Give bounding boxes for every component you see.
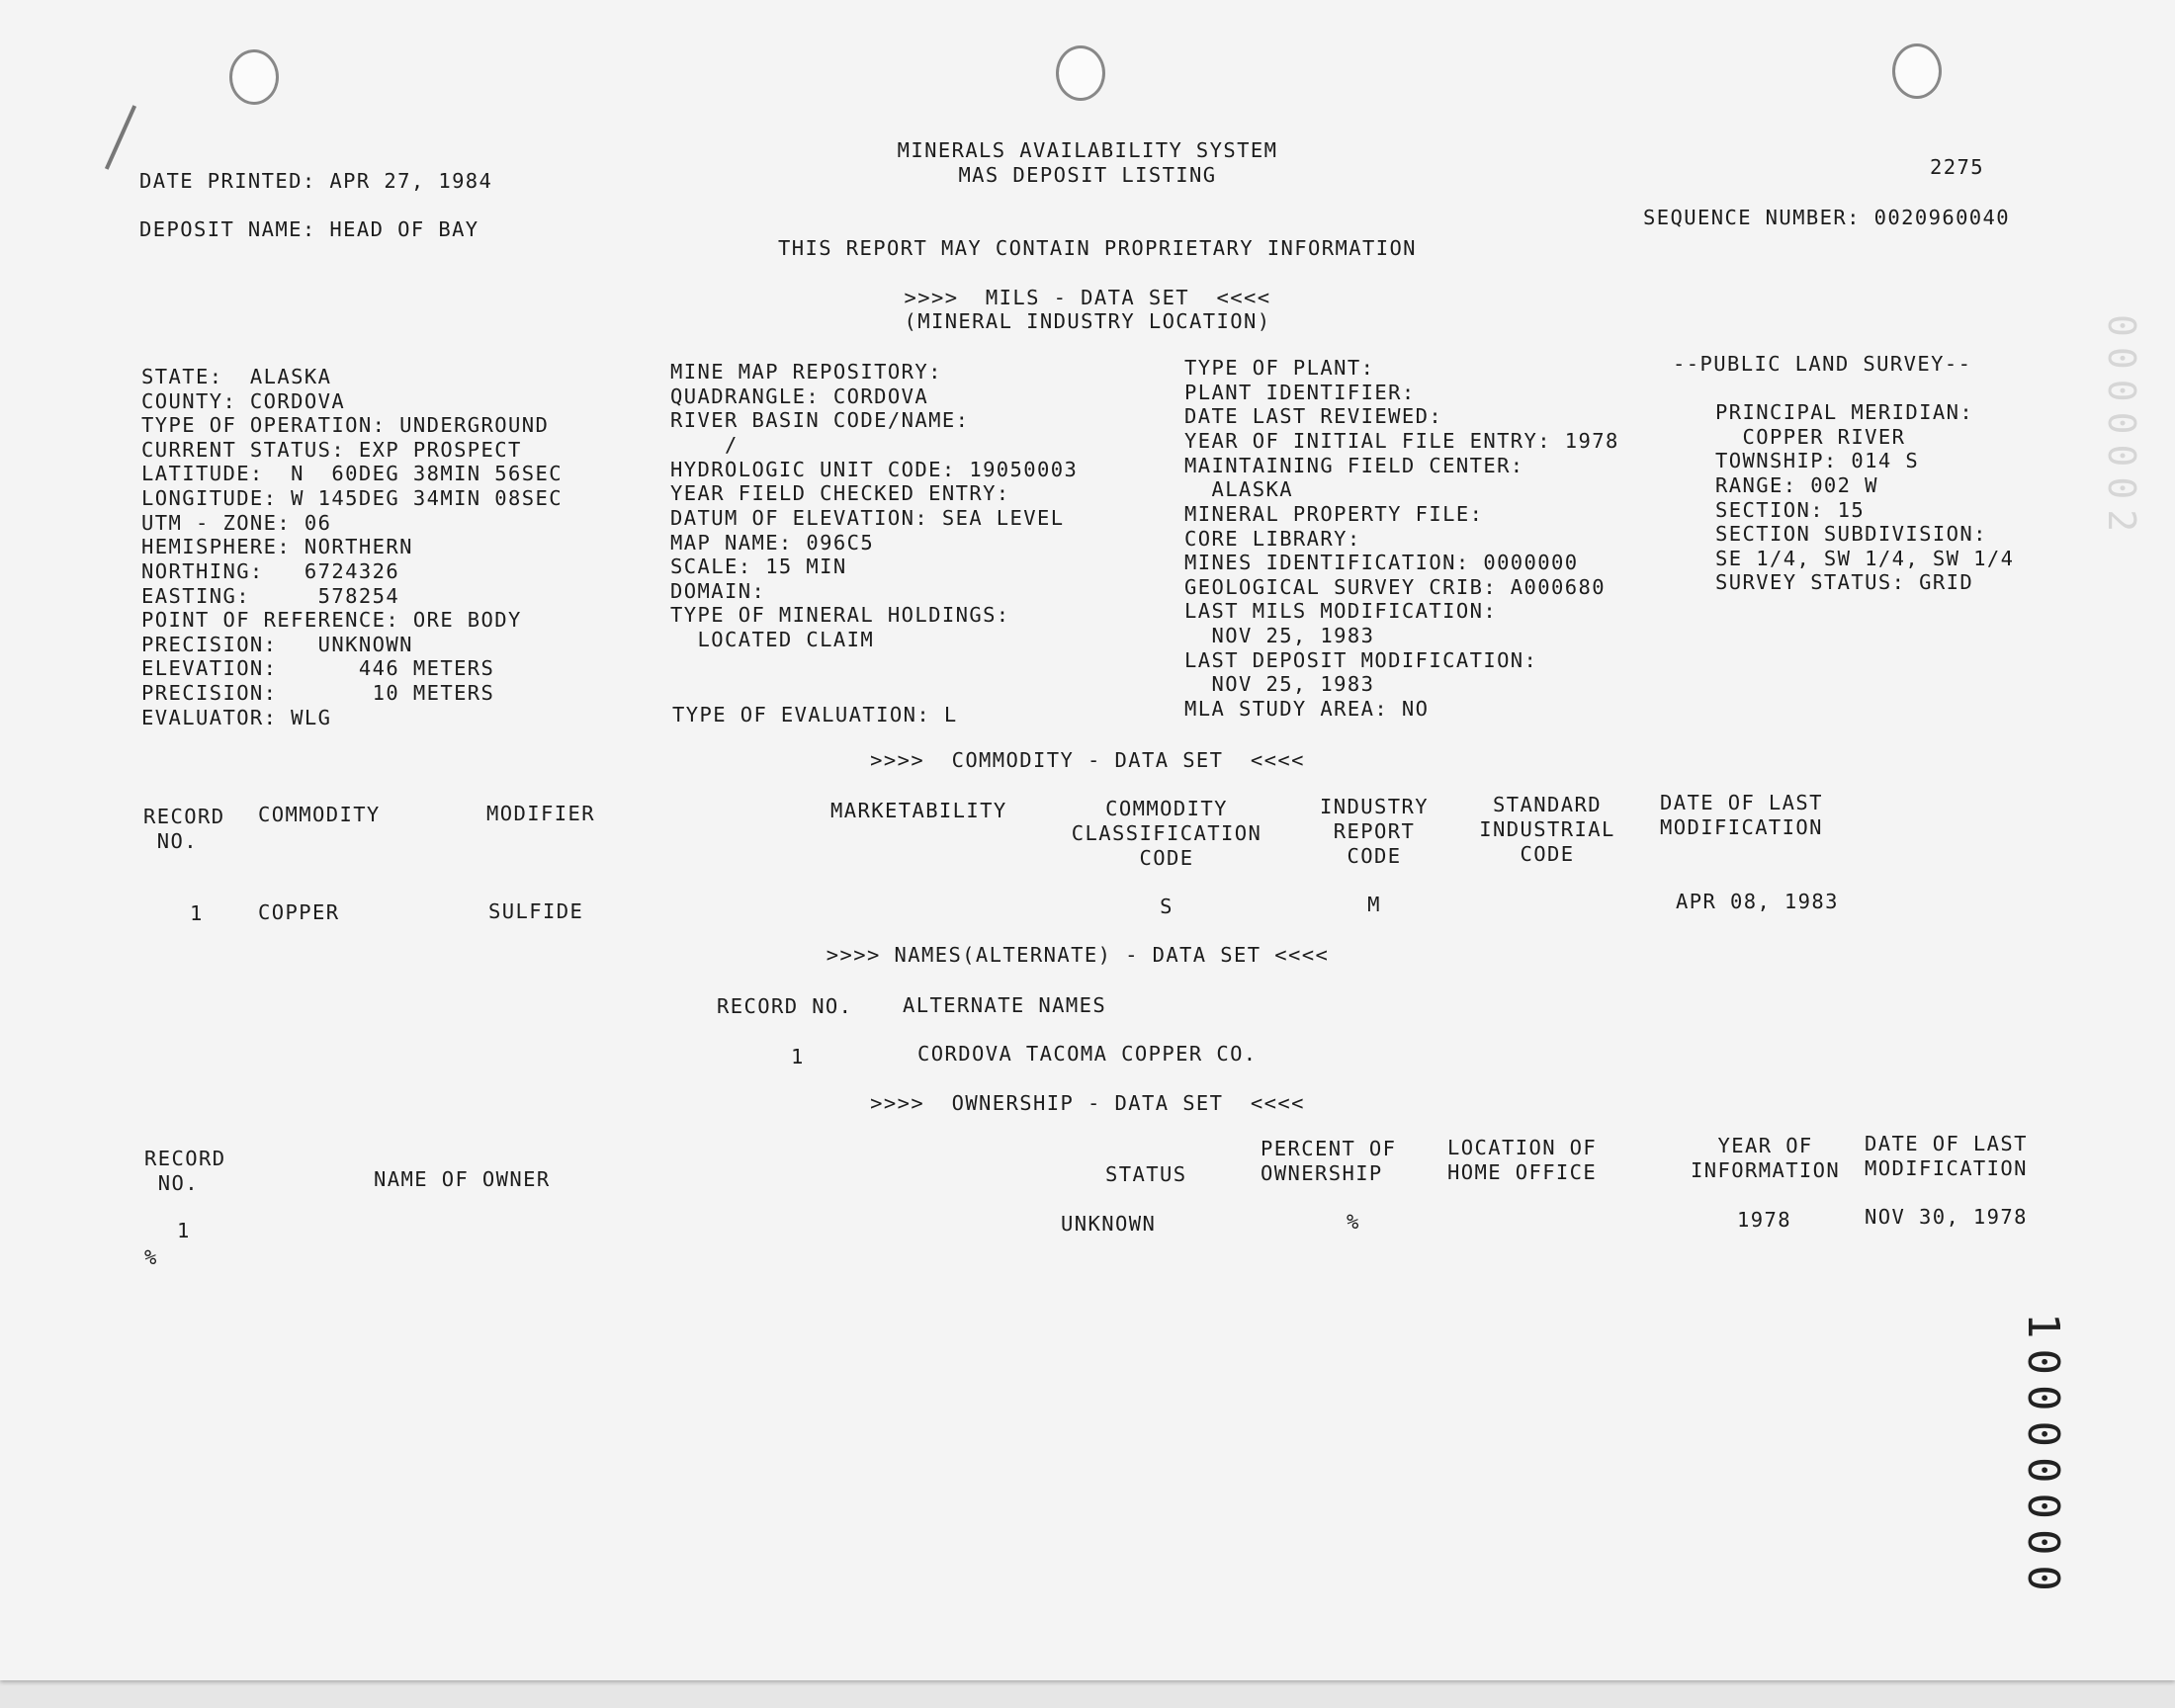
proprietary-notice: THIS REPORT MAY CONTAIN PROPRIETARY INFORMATION: [778, 236, 1417, 260]
datum-elevation-field: DATUM OF ELEVATION: SEA LEVEL: [670, 506, 1065, 530]
year-field-checked-field: YEAR FIELD CHECKED ENTRY:: [670, 481, 1010, 505]
utm-zone-field: UTM - ZONE: 06: [141, 511, 332, 535]
ownership-percent: %: [1347, 1210, 1360, 1234]
mils-subheading: (MINERAL INDUSTRY LOCATION): [904, 309, 1271, 333]
date-printed: DATE PRINTED: APR 27, 1984: [139, 169, 493, 193]
core-library-field: CORE LIBRARY:: [1184, 527, 1361, 551]
domain-field: DOMAIN:: [670, 579, 766, 603]
commodity-header-modifier: MODIFIER: [486, 802, 595, 825]
quadrangle-field: QUADRANGLE: CORDOVA: [670, 384, 929, 408]
pencil-mark: [105, 105, 136, 170]
mla-study-area-field: MLA STUDY AREA: NO: [1184, 697, 1430, 721]
punch-hole-right: [1892, 43, 1942, 99]
ownership-header-year: YEAR OF INFORMATION: [1691, 1134, 1841, 1182]
commodity-industry-code: M: [1367, 893, 1381, 916]
hydrologic-unit-field: HYDROLOGIC UNIT CODE: 19050003: [670, 458, 1079, 481]
operation-type-field: TYPE OF OPERATION: UNDERGROUND: [141, 413, 550, 437]
elevation-field: ELEVATION: 446 METERS: [141, 656, 495, 680]
section-subdivision-value: SE 1/4, SW 1/4, SW 1/4: [1715, 547, 2015, 570]
northing-field: NORTHING: 6724326: [141, 559, 400, 583]
names-heading: >>>> NAMES(ALTERNATE) - DATA SET <<<<: [826, 943, 1330, 967]
names-header-alternate: ALTERNATE NAMES: [903, 993, 1107, 1017]
mineral-holdings-value: LOCATED CLAIM: [670, 628, 875, 651]
names-record-no: 1: [791, 1045, 805, 1068]
initial-file-entry-field: YEAR OF INITIAL FILE ENTRY: 1978: [1184, 429, 1619, 453]
precision-field: PRECISION: UNKNOWN: [141, 633, 413, 656]
ownership-year: 1978: [1737, 1208, 1791, 1232]
punch-hole-center: [1056, 45, 1105, 101]
longitude-field: LONGITUDE: W 145DEG 34MIN 08SEC: [141, 486, 564, 510]
mineral-holdings-field: TYPE OF MINERAL HOLDINGS:: [670, 603, 1010, 627]
ownership-heading: >>>> OWNERSHIP - DATA SET <<<<: [870, 1091, 1305, 1115]
last-mils-modification-field: LAST MILS MODIFICATION:: [1184, 599, 1498, 623]
ownership-header-owner: NAME OF OWNER: [374, 1167, 551, 1191]
state-field: STATE: ALASKA: [141, 365, 332, 388]
commodity-name: COPPER: [258, 900, 340, 924]
elevation-precision-field: PRECISION: 10 METERS: [141, 681, 495, 705]
ownership-record-no: 1: [177, 1219, 191, 1242]
river-basin-value: /: [670, 433, 739, 457]
commodity-header-classification: COMMODITY CLASSIFICATION CODE: [1071, 797, 1262, 870]
ownership-status: UNKNOWN: [1061, 1212, 1157, 1236]
sequence-number: SEQUENCE NUMBER: 0020960040: [1643, 206, 2011, 229]
survey-crib-field: GEOLOGICAL SURVEY CRIB: A000680: [1184, 575, 1607, 599]
plant-type-field: TYPE OF PLANT:: [1184, 356, 1375, 380]
ownership-header-date: DATE OF LAST MODIFICATION: [1865, 1132, 2028, 1180]
property-file-field: MINERAL PROPERTY FILE:: [1184, 502, 1484, 526]
commodity-header-commodity: COMMODITY: [258, 803, 381, 826]
faint-stamp: 0000002: [2100, 314, 2143, 543]
easting-field: EASTING: 578254: [141, 584, 400, 608]
range-field: RANGE: 002 W: [1715, 473, 1878, 497]
commodity-header-marketability: MARKETABILITY: [830, 799, 1007, 822]
commodity-header-sic: STANDARD INDUSTRIAL CODE: [1479, 793, 1615, 866]
commodity-header-record: RECORD NO.: [143, 805, 225, 853]
alternate-name: CORDOVA TACOMA COPPER CO.: [917, 1042, 1258, 1066]
ownership-header-percent: PERCENT OF OWNERSHIP: [1261, 1137, 1397, 1185]
system-title: MINERALS AVAILABILITY SYSTEM: [897, 138, 1278, 162]
ownership-modification-date: NOV 30, 1978: [1865, 1205, 2028, 1229]
field-center-field: MAINTAINING FIELD CENTER:: [1184, 454, 1524, 477]
plss-heading: --PUBLIC LAND SURVEY--: [1673, 352, 1972, 376]
current-status-field: CURRENT STATUS: EXP PROSPECT: [141, 438, 522, 462]
reference-point-field: POINT OF REFERENCE: ORE BODY: [141, 608, 522, 632]
township-field: TOWNSHIP: 014 S: [1715, 449, 1920, 472]
deposit-name: DEPOSIT NAME: HEAD OF BAY: [139, 217, 479, 241]
evaluation-type-field: TYPE OF EVALUATION: L: [672, 703, 958, 726]
page-number: 2275: [1930, 155, 1984, 179]
hemisphere-field: HEMISPHERE: NORTHERN: [141, 535, 413, 558]
ownership-header-status: STATUS: [1105, 1162, 1187, 1186]
last-deposit-modification-field: LAST DEPOSIT MODIFICATION:: [1184, 648, 1538, 672]
county-field: COUNTY: CORDOVA: [141, 389, 346, 413]
date-last-reviewed-field: DATE LAST REVIEWED:: [1184, 404, 1443, 428]
microfilm-stamp: 10000000: [2018, 1313, 2068, 1601]
map-name-field: MAP NAME: 096C5: [670, 531, 875, 555]
scale-field: SCALE: 15 MIN: [670, 555, 847, 578]
ownership-header-record: RECORD NO.: [144, 1147, 226, 1195]
principal-meridian-value: COPPER RIVER: [1715, 425, 1906, 449]
last-mils-modification-value: NOV 25, 1983: [1184, 624, 1375, 647]
commodity-modifier: SULFIDE: [488, 899, 584, 923]
ownership-percent-marker: %: [144, 1245, 158, 1269]
punch-hole-left: [229, 49, 279, 105]
evaluator-field: EVALUATOR: WLG: [141, 706, 332, 729]
commodity-classification-code: S: [1160, 895, 1174, 918]
mines-identification-field: MINES IDENTIFICATION: 0000000: [1184, 551, 1579, 574]
last-deposit-modification-value: NOV 25, 1983: [1184, 672, 1375, 696]
survey-status-field: SURVEY STATUS: GRID: [1715, 570, 1974, 594]
commodity-modification-date: APR 08, 1983: [1676, 890, 1839, 913]
section-subdivision-field: SECTION SUBDIVISION:: [1715, 522, 1987, 546]
mils-heading: >>>> MILS - DATA SET <<<<: [904, 286, 1271, 309]
commodity-record-no: 1: [190, 901, 204, 925]
listing-title: MAS DEPOSIT LISTING: [958, 163, 1217, 187]
river-basin-field: RIVER BASIN CODE/NAME:: [670, 408, 970, 432]
field-center-value: ALASKA: [1184, 477, 1293, 501]
commodity-header-date: DATE OF LAST MODIFICATION: [1660, 791, 1823, 839]
plant-identifier-field: PLANT IDENTIFIER:: [1184, 381, 1416, 404]
latitude-field: LATITUDE: N 60DEG 38MIN 56SEC: [141, 462, 564, 485]
ownership-header-location: LOCATION OF HOME OFFICE: [1447, 1136, 1598, 1184]
section-field: SECTION: 15: [1715, 498, 1866, 522]
principal-meridian-field: PRINCIPAL MERIDIAN:: [1715, 400, 1974, 424]
commodity-heading: >>>> COMMODITY - DATA SET <<<<: [870, 748, 1305, 772]
commodity-header-industry: INDUSTRY REPORT CODE: [1320, 795, 1429, 868]
names-header-record: RECORD NO.: [717, 994, 853, 1018]
mine-map-repository-field: MINE MAP REPOSITORY:: [670, 360, 942, 384]
